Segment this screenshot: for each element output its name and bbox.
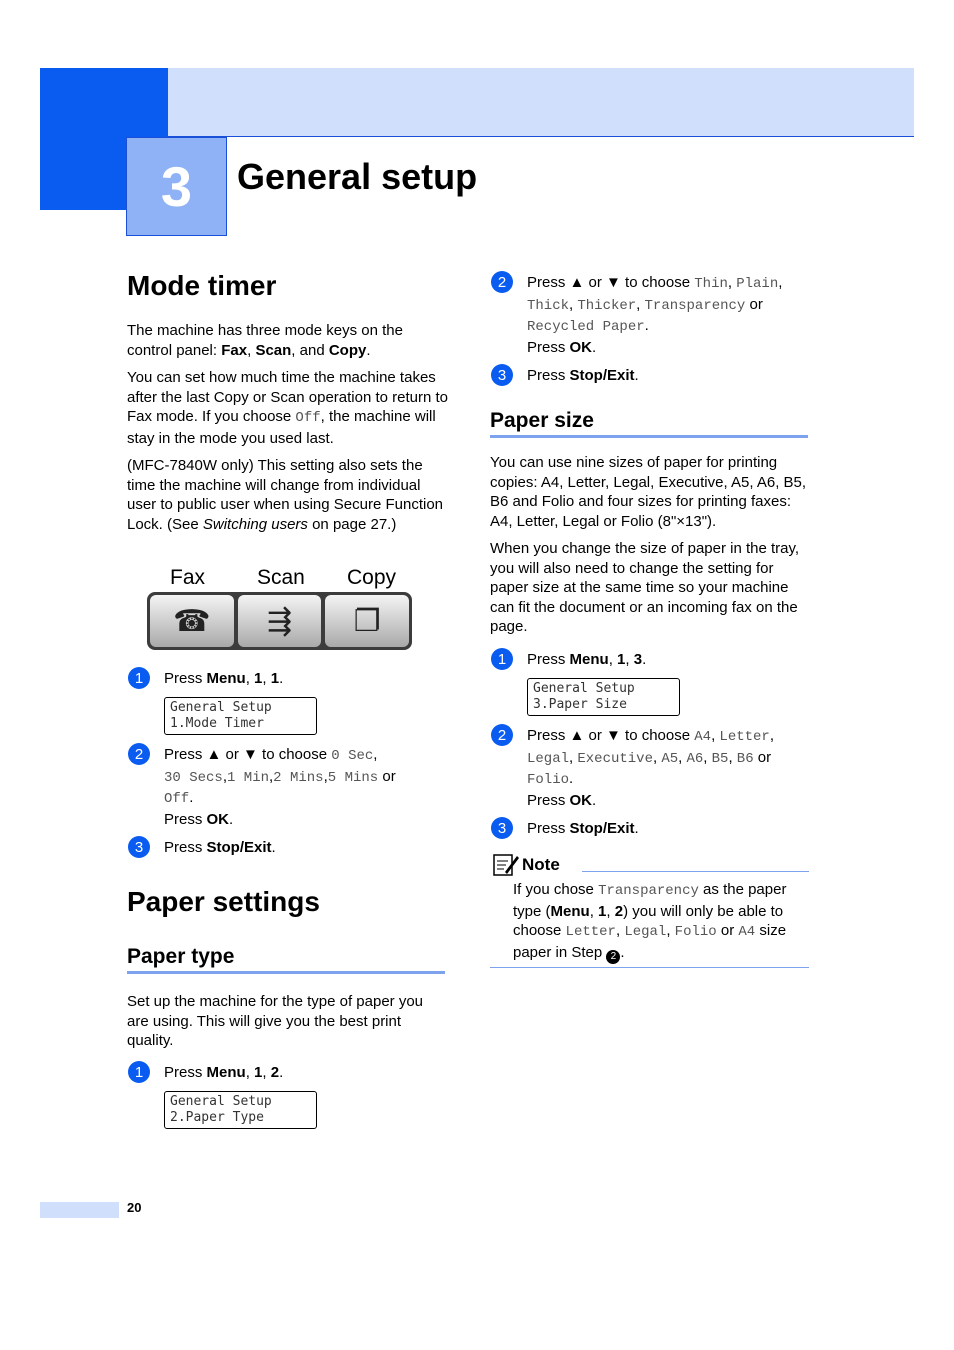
paper-size-paragraph-2: When you change the size of paper in the tray, you will also need to change the setting for paper size at the same time so your machine can fit the document or an incoming fax on the page. <box>490 540 800 635</box>
step-reference-icon: 2 <box>606 950 620 964</box>
scan-key-icon: ⇶ <box>238 595 322 647</box>
page-number: 20 <box>127 1200 142 1215</box>
mode-timer-paragraph: You can set how much time the machine takes after the last Copy or Scan operation to return to Fax mode. If you choose Off, the machine will stay in the mode you used last. <box>127 369 449 447</box>
paper-settings-section <box>127 886 447 918</box>
note-header <box>492 852 560 878</box>
mode-timer-step-1: 1 Press Menu, 1, 1. <box>128 669 448 689</box>
paper-type-step-1: 1 Press Menu, 1, 2. <box>128 1063 448 1083</box>
lcd-paper-size: General Setup 3.Paper Size <box>527 678 680 716</box>
note-bottom-rule <box>490 967 809 968</box>
step-number: 2 <box>491 724 513 746</box>
paper-size-paragraph-1: You can use nine sizes of paper for printing copies: A4, Letter, Legal, Executive, A5, A6, B5, B6 and Folio and four sizes for printing faxes: A4, Letter, Legal or Folio (8"×13"). <box>490 454 807 530</box>
note-label: Note <box>522 855 560 874</box>
header-band <box>168 68 914 137</box>
note-pencil-icon <box>492 852 520 878</box>
fax-key-icon: ☎ <box>150 595 234 647</box>
paper-size-step-3: 3 Press Stop/Exit. <box>491 819 811 839</box>
panel-label-scan: Scan <box>257 566 305 589</box>
note-body <box>513 880 811 964</box>
paper-type-paragraph: Set up the machine for the type of paper you are using. This will give you the best print quality. <box>127 993 424 1049</box>
mode-timer-section <box>127 270 447 302</box>
step-number: 1 <box>128 667 150 689</box>
mode-keys-paragraph: The machine has three mode keys on the control panel: Fax, Scan, and Copy. <box>127 322 403 359</box>
step-number: 1 <box>491 648 513 670</box>
page-number-bar <box>40 1202 119 1218</box>
mode-timer-text <box>127 321 449 534</box>
step-number: 2 <box>128 743 150 765</box>
chapter-number: 3 <box>126 137 227 236</box>
paper-type-heading: Paper type <box>127 945 445 974</box>
step-number: 2 <box>491 271 513 293</box>
paper-type-step-3: 3 Press Stop/Exit. <box>491 366 811 386</box>
note-text: If you chose Transparency as the paper type (Menu, 1, 2) you will only be able to choose Letter, Legal, Folio or A4 size paper in Step 2 . <box>513 881 787 962</box>
step-number: 3 <box>491 817 513 839</box>
panel-label-copy: Copy <box>347 566 397 589</box>
lcd-paper-type: General Setup 2.Paper Type <box>164 1091 317 1129</box>
copy-key-icon: ❐ <box>325 595 409 647</box>
paper-size-heading: Paper size <box>490 409 808 438</box>
mode-timer-step-2: 2 Press ▲ or ▼ to choose 0 Sec, 30 Secs,1 Min,2 Mins,5 Mins or Off. Press OK. <box>128 745 448 829</box>
paper-size-step-1: 1 Press Menu, 1, 3. <box>491 650 811 670</box>
paper-size-step-2: 2 Press ▲ or ▼ to choose A4, Letter, Legal, Executive, A5, A6, B5, B6 or Folio. Press OK. <box>491 726 811 810</box>
lcd-mode-timer: General Setup 1.Mode Timer <box>164 697 317 735</box>
paper-settings-heading: Paper settings <box>127 886 320 917</box>
mode-key-panel <box>147 592 412 650</box>
step-number: 3 <box>128 836 150 858</box>
chapter-title: General setup <box>237 156 478 197</box>
step-number: 1 <box>128 1061 150 1083</box>
paper-type-section <box>127 945 445 1051</box>
note-top-rule <box>582 871 809 872</box>
paper-size-section <box>490 409 808 637</box>
mfc-paragraph: (MFC-7840W only) This setting also sets the time the machine will change from individual user to public user when using Secure Function Lock. (See Switching users on page 27.) <box>127 457 444 533</box>
panel-label-fax: Fax <box>170 566 206 589</box>
mode-timer-heading: Mode timer <box>127 270 277 301</box>
paper-type-step-2: 2 Press ▲ or ▼ to choose Thin, Plain, Thick, Thicker, Transparency or Recycled Paper. Press OK. <box>491 273 811 357</box>
step-number: 3 <box>491 364 513 386</box>
mode-timer-step-3: 3 Press Stop/Exit. <box>128 838 448 858</box>
